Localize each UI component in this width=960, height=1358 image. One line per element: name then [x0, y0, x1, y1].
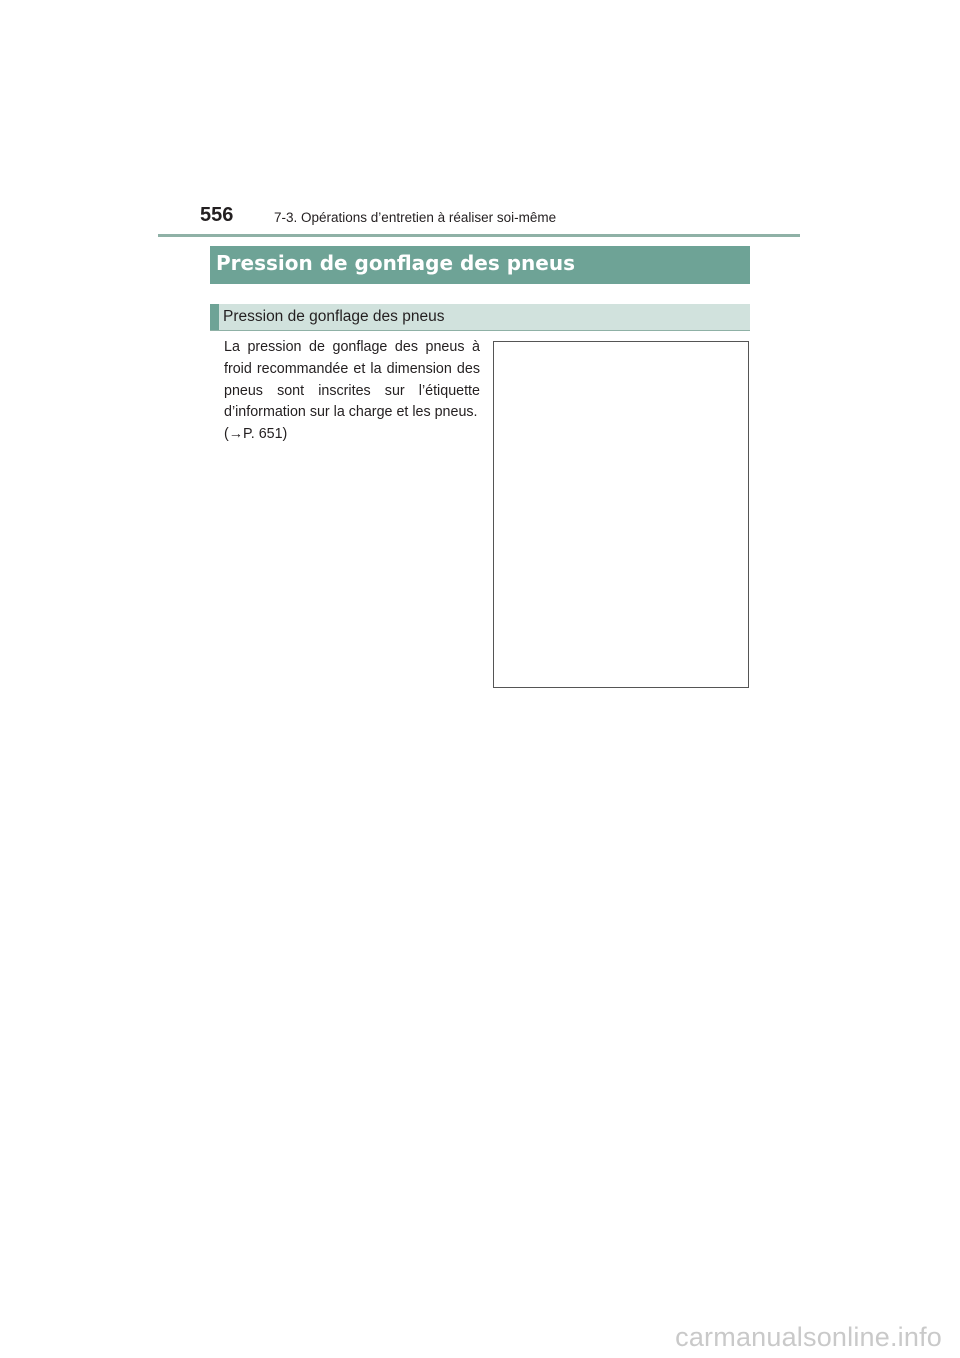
page-number: 556: [200, 204, 234, 226]
page-reference-link[interactable]: (→P. 651): [224, 426, 288, 443]
body-paragraph: [224, 337, 480, 446]
section-breadcrumb: 7-3. Opérations d’entretien à réaliser soi-même: [274, 210, 557, 225]
watermark: carmanualsonline.info: [675, 1322, 942, 1352]
subsection-title: Pression de gonflage des pneus: [223, 308, 445, 325]
section-title-bar: [210, 246, 750, 284]
illustration-frame: [493, 341, 749, 688]
subsection-title-bar: [210, 304, 750, 331]
page-header: [158, 200, 800, 237]
paragraph-text: La pression de gonflage des pneus à froid recommandée et la dimension des pneus sont inscrites sur l’étiquette d’information sur la charge et les pneus.: [224, 339, 480, 421]
section-title: Pression de gonflage des pneus: [216, 251, 576, 275]
subsection-accent: [210, 304, 219, 330]
